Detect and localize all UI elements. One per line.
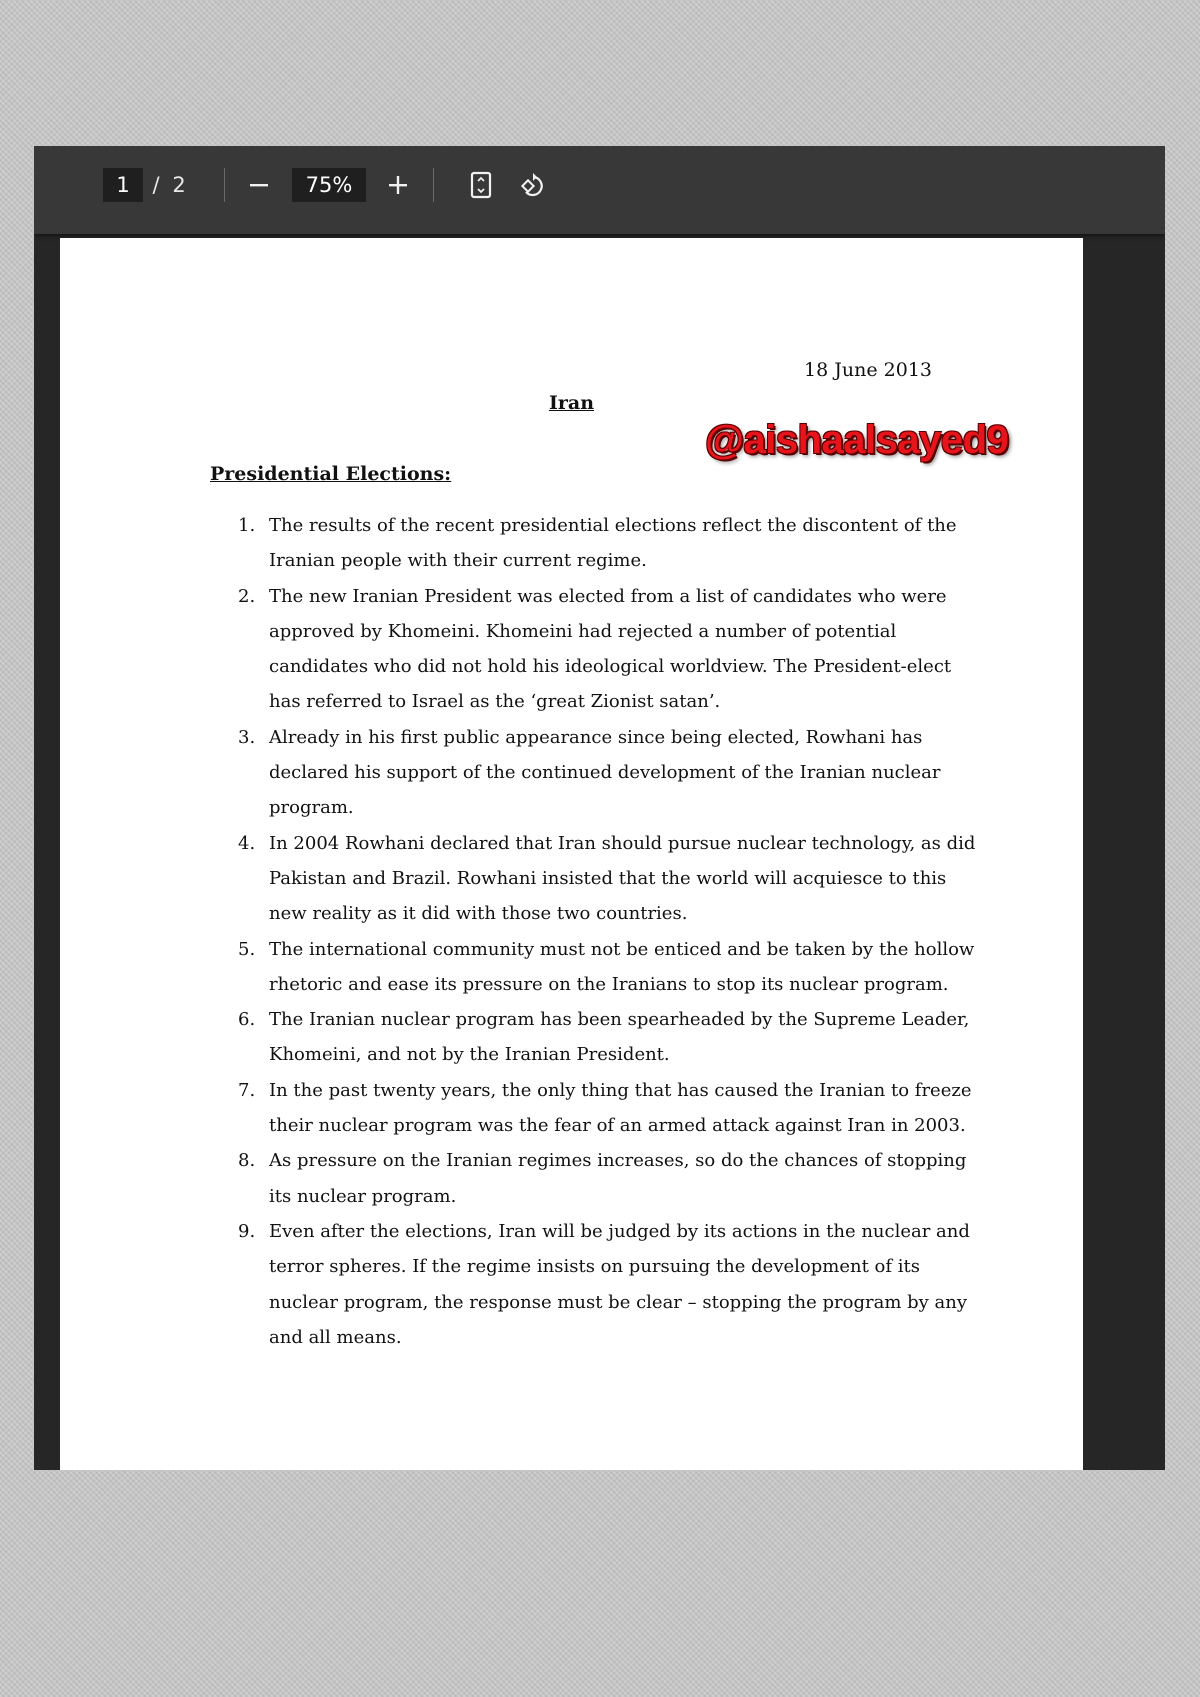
zoom-level[interactable]: 75% <box>292 168 366 202</box>
zoom-out-button[interactable] <box>241 168 277 202</box>
toolbar-divider <box>224 168 225 202</box>
list-item-line: approved by Khomeini. Khomeini had rejected a number of potential <box>269 620 897 642</box>
plus-icon <box>388 175 408 195</box>
list-item-number: 2. <box>238 585 256 607</box>
list-item-line: In the past twenty years, the only thing that has caused the Iranian to freeze <box>269 1079 972 1101</box>
list-item-line: candidates who did not hold his ideological worldview. The President-elect <box>269 656 952 678</box>
fit-page-icon <box>470 171 492 199</box>
list-item-line: The results of the recent presidential elections reflect the discontent of the <box>269 515 957 536</box>
list-item-line: Pakistan and Brazil. Rowhani insisted that the world will acquiesce to this <box>269 867 947 889</box>
list-item-line: The Iranian nuclear program has been spearheaded by the Supreme Leader, <box>269 1009 970 1031</box>
watermark: @aishaalsayed9 <box>705 418 1009 462</box>
zoom-in-button[interactable] <box>380 168 416 202</box>
list-item-line: Khomeini, and not by the Iranian President. <box>269 1044 670 1066</box>
rotate-icon <box>518 170 548 200</box>
list-item-line: Already in his first public appearance since being elected, Rowhani has <box>269 726 923 748</box>
list-item-line: new reality as it did with those two countries. <box>269 903 688 925</box>
list-item-line: In 2004 Rowhani declared that Iran should pursue nuclear technology, as did <box>269 832 976 854</box>
list-item-number: 6. <box>238 1009 256 1031</box>
minus-icon <box>249 175 269 195</box>
list-item-number: 4. <box>238 832 256 854</box>
list-item-line: Iranian people with their current regime. <box>269 550 647 572</box>
document-title: Iran <box>548 392 595 414</box>
list-item-number: 1. <box>238 515 256 536</box>
list-item-number: 9. <box>238 1221 256 1242</box>
list-item-line: their nuclear program was the fear of an armed attack against Iran in 2003. <box>269 1115 966 1137</box>
document-page <box>60 238 1083 1470</box>
page-separator: / <box>152 173 160 197</box>
page-number-input[interactable]: 1 <box>103 168 143 202</box>
list-item-line: The new Iranian President was elected from a list of candidates who were <box>269 585 947 607</box>
list-item-line: Even after the elections, Iran will be judged by its actions in the nuclear and <box>269 1221 970 1242</box>
list-item-line: terror spheres. If the regime insists on pursuing the development of its <box>269 1256 920 1278</box>
section-heading: Presidential Elections: <box>210 463 452 485</box>
pdf-viewer <box>34 146 1165 1470</box>
list-item-number: 7. <box>238 1079 256 1101</box>
rotate-button[interactable] <box>515 168 551 202</box>
document-date: 18 June 2013 <box>804 359 932 381</box>
list-item-line: nuclear program, the response must be clear – stopping the program by any <box>269 1291 968 1313</box>
list-item-line: rhetoric and ease its pressure on the Iranians to stop its nuclear program. <box>269 973 949 995</box>
list-item-number: 8. <box>238 1150 256 1172</box>
list-item-line: declared his support of the continued development of the Iranian nuclear <box>269 762 941 784</box>
list-item-line: and all means. <box>269 1326 402 1348</box>
toolbar-divider <box>433 168 434 202</box>
list-item-line: The international community must not be enticed and be taken by the hollow <box>269 938 975 960</box>
list-item-line: its nuclear program. <box>269 1185 457 1207</box>
list-item-line: program. <box>269 797 354 819</box>
viewer-toolbar <box>34 146 1165 234</box>
list-item-number: 5. <box>238 938 256 960</box>
list-item-line: As pressure on the Iranian regimes increases, so do the chances of stopping <box>269 1150 967 1172</box>
fit-page-button[interactable] <box>463 168 499 202</box>
list-item-line: has referred to Israel as the ‘great Zionist satan’. <box>269 691 721 713</box>
page-total: 2 <box>172 173 186 197</box>
list-item-number: 3. <box>238 726 256 748</box>
